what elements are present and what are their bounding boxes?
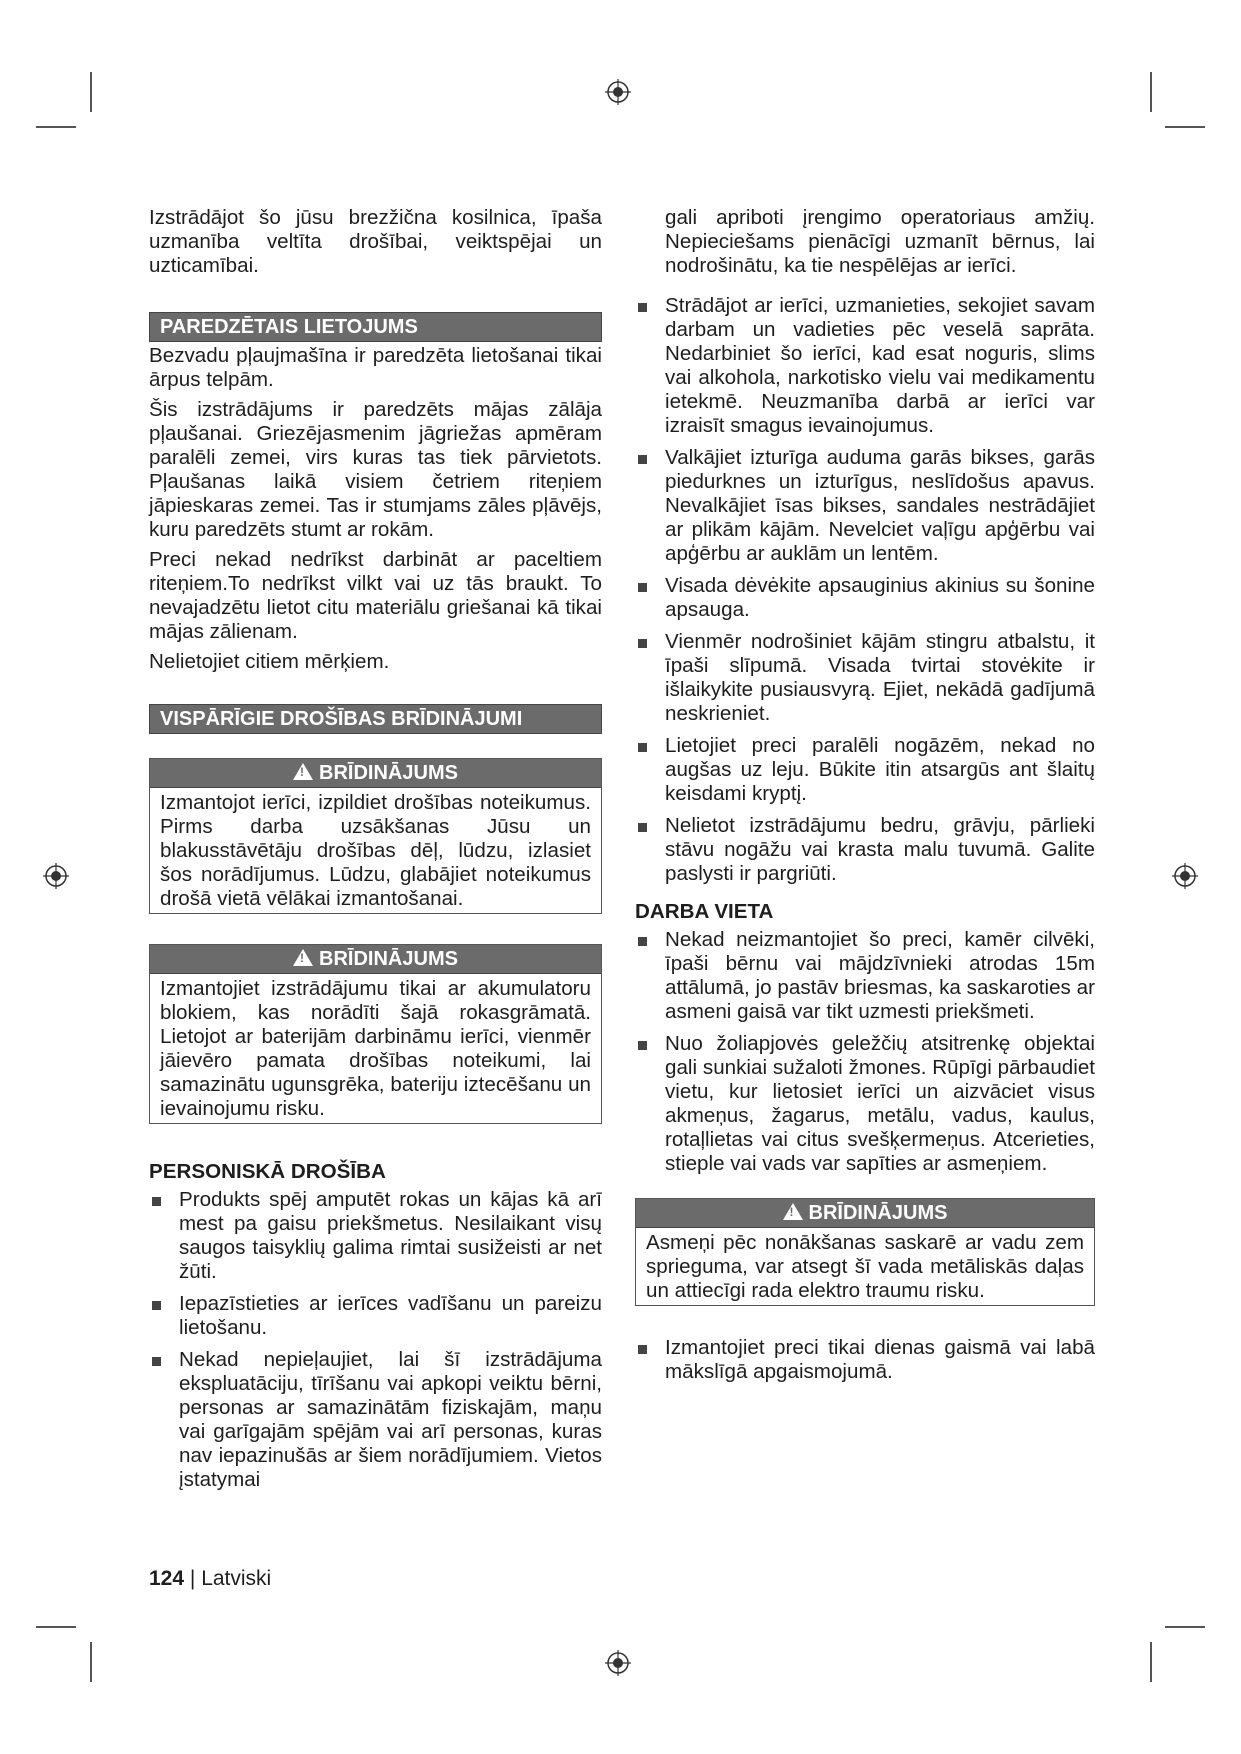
- list-item: Visada dėvėkite apsauginius akinius su šonine apsauga.: [635, 574, 1095, 622]
- bullet-icon: [152, 1197, 161, 1206]
- bullet-icon: [638, 303, 647, 312]
- bullet-icon: [638, 455, 647, 464]
- crop-mark: [90, 1642, 92, 1682]
- paragraph: Preci nekad nedrīkst darbināt ar paceltiem riteņiem.To nedrīkst vilkt vai uz tās braukt. To nevajadzētu lietot citu materiālu griešanai kā tikai mājas zālienam.: [149, 548, 602, 643]
- warning-header: [636, 1199, 1094, 1228]
- warning-title: BRĪDINĀJUMS: [319, 762, 458, 784]
- section-heading-intended-use: PAREDZĒTAIS LIETOJUMS: [149, 312, 602, 342]
- bullet-icon: [638, 743, 647, 752]
- section-heading-general-safety: VISPĀRĪGIE DROŠĪBAS BRĪDINĀJUMI: [149, 704, 602, 734]
- warning-text: Asmeņi pēc nonākšanas saskarē ar vadu zem sprieguma, var atsegt šī vada metāliskās daļas un attiecīgi rada elektro traumu risku.: [646, 1231, 1084, 1302]
- bullet-list: [635, 928, 1095, 1176]
- paragraph: Bezvadu pļaujmašīna ir paredzēta lietošanai tikai ārpus telpām.: [149, 344, 602, 391]
- bullet-icon: [638, 583, 647, 592]
- crop-mark: [36, 126, 76, 128]
- page-footer: [149, 1567, 271, 1591]
- intro-paragraph: Izstrādājot šo jūsu brezžična kosilnica, īpaša uzmanība veltīta drošībai, veiktspējai un uzticamībai.: [149, 206, 602, 277]
- registration-mark-icon: [605, 79, 631, 105]
- list-item: Nuo žoliapjovės geležčių atsitrenkę objektai gali sunkiai sužaloti žmones. Rūpīgi pārbaudiet vietu, kur lietosiet ierīci un aizvāciet visus akmeņus, žagarus, metālu, vadus, kaulus, rotaļlietas vai citus svešķermeņus. Atcerieties, stieple vai vads var sapīties ar asmeņiem.: [635, 1032, 1095, 1176]
- registration-mark-icon: [1172, 863, 1198, 889]
- bullet-list: [149, 1188, 602, 1492]
- paragraph: Nelietojiet citiem mērķiem.: [149, 650, 390, 673]
- right-column: [635, 206, 1095, 1392]
- bullet-list: [635, 1336, 1095, 1384]
- warning-title: BRĪDINĀJUMS: [319, 948, 458, 970]
- crop-mark: [1150, 1642, 1152, 1682]
- list-item: Nekad nepieļaujiet, lai šī izstrādājuma ekspluatāciju, tīrīšanu vai apkopi veiktu bērni, personas ar samazinātām fiziskajām, maņu vai garīgajām spējām vai arī personas, kuras nav iepazinušās ar šiem norādījumiem. Vietos įstatymai: [149, 1348, 602, 1492]
- list-item: Lietojiet preci paralēli nogāzēm, nekad no augšas uz leju. Būkite itin atsargūs ant šlaitų keisdami kryptį.: [635, 734, 1095, 806]
- footer-language: Latviski: [201, 1567, 272, 1590]
- crop-mark: [1150, 72, 1152, 112]
- list-item: Valkājiet izturīga auduma garās bikses, garās piedurknes un izturīgus, neslīdošus apavus. Nevalkājiet īsas bikses, sandales nestrādājiet ar plikām kājām. Nevelciet vaļīgu apģērbu vai apģērbu ar auklām un lentēm.: [635, 446, 1095, 566]
- warning-header: [150, 759, 601, 788]
- warning-header: [150, 945, 601, 974]
- footer-separator: |: [189, 1567, 196, 1590]
- paragraph: Šis izstrādājums ir paredzēts mājas zālāja pļaušanai. Griezējasmenim jāgriežas apmēram paralēli zemei, virs kuras tas tiek pārvietots. Pļaušanas laikā visiem četriem riteņiem jāpieskaras zemei. Tas ir stumjams zāles pļāvējs, kuru paredzēts stumt ar rokām.: [149, 398, 602, 541]
- bullet-icon: [638, 1345, 647, 1354]
- list-item: Vienmēr nodrošiniet kājām stingru atbalstu, it īpaši slīpumā. Visada tvirtai stovėkite ir išlaikykite pusiausvyrą. Ejiet, nekādā gadījumā neskrieniet.: [635, 630, 1095, 726]
- warning-box: [635, 1198, 1095, 1306]
- list-item: Strādājot ar ierīci, uzmanieties, sekojiet savam darbam un vadieties pēc veselā saprāta. Nedarbiniet šo ierīci, kad esat noguris, slims vai alkohola, narkotisko vielu vai medikamentu ietekmē. Neuzmanība darbā ar ierīci var izraisīt smagus ievainojumus.: [635, 294, 1095, 438]
- bullet-icon: [152, 1357, 161, 1366]
- continuation-paragraph: gali apriboti įrengimo operatoriaus amžių. Nepieciešams pienācīgi uzmanīt bērnus, lai nodrošinātu, ka tie nespēlējas ar ierīci.: [665, 206, 1095, 277]
- bullet-icon: [638, 937, 647, 946]
- warning-text: Izmantojot ierīci, izpildiet drošības noteikumus. Pirms darba uzsākšanas Jūsu un blakusstāvētāju drošības dēļ, lūdzu, izlasiet šos norādījumus. Lūdzu, glabājiet noteikumus drošā vietā vēlākai izmantošanai.: [160, 791, 591, 910]
- warning-title: BRĪDINĀJUMS: [808, 1202, 948, 1224]
- bullet-icon: [638, 639, 647, 648]
- list-item: Izmantojiet preci tikai dienas gaismā vai labā mākslīgā apgaismojumā.: [635, 1336, 1095, 1384]
- bullet-icon: [638, 1041, 647, 1050]
- crop-mark: [1165, 126, 1205, 128]
- warning-triangle-icon: [293, 949, 313, 966]
- crop-mark: [36, 1626, 76, 1628]
- list-item: Produkts spēj amputēt rokas un kājas kā arī mest pa gaisu priekšmetus. Nesilaikant visų saugos taisyklių galima rimtai susižeisti ar net žūti.: [149, 1188, 602, 1284]
- warning-triangle-icon: [293, 763, 313, 780]
- subheading-work-area: DARBA VIETA: [635, 900, 774, 923]
- bullet-list: [635, 294, 1095, 886]
- left-column: [149, 206, 602, 1500]
- list-item: Iepazīstieties ar ierīces vadīšanu un pareizu lietošanu.: [149, 1292, 602, 1340]
- warning-box: [149, 944, 602, 1124]
- subheading-personal-safety: PERSONISKĀ DROŠĪBA: [149, 1160, 386, 1183]
- warning-text: Izmantojiet izstrādājumu tikai ar akumulatoru blokiem, kas norādīti šajā rokasgrāmatā. Lietojot ar baterijām darbināmu ierīci, vienmēr jāievēro pamata drošības noteikumi, lai samazinātu ugunsgrēka, bateriju iztecēšanu un ievainojumu risku.: [160, 977, 591, 1120]
- registration-mark-icon: [43, 863, 69, 889]
- registration-mark-icon: [605, 1650, 631, 1676]
- crop-mark: [1165, 1626, 1205, 1628]
- list-item: Nekad neizmantojiet šo preci, kamēr cilvēki, īpaši bērnu vai mājdzīvnieki atrodas 15m attālumā, jo pastāv briesmas, ka saskaroties ar asmeni gaisā var tikt uzmesti priekšmeti.: [635, 928, 1095, 1024]
- page-number: 124: [149, 1567, 185, 1590]
- bullet-icon: [638, 823, 647, 832]
- warning-triangle-icon: [783, 1203, 803, 1220]
- bullet-icon: [152, 1301, 161, 1310]
- warning-box: [149, 758, 602, 914]
- list-item: Nelietot izstrādājumu bedru, grāvju, pārlieki stāvu nogāžu vai krasta malu tuvumā. Galite paslysti ir pargriūti.: [635, 814, 1095, 886]
- crop-mark: [90, 72, 92, 112]
